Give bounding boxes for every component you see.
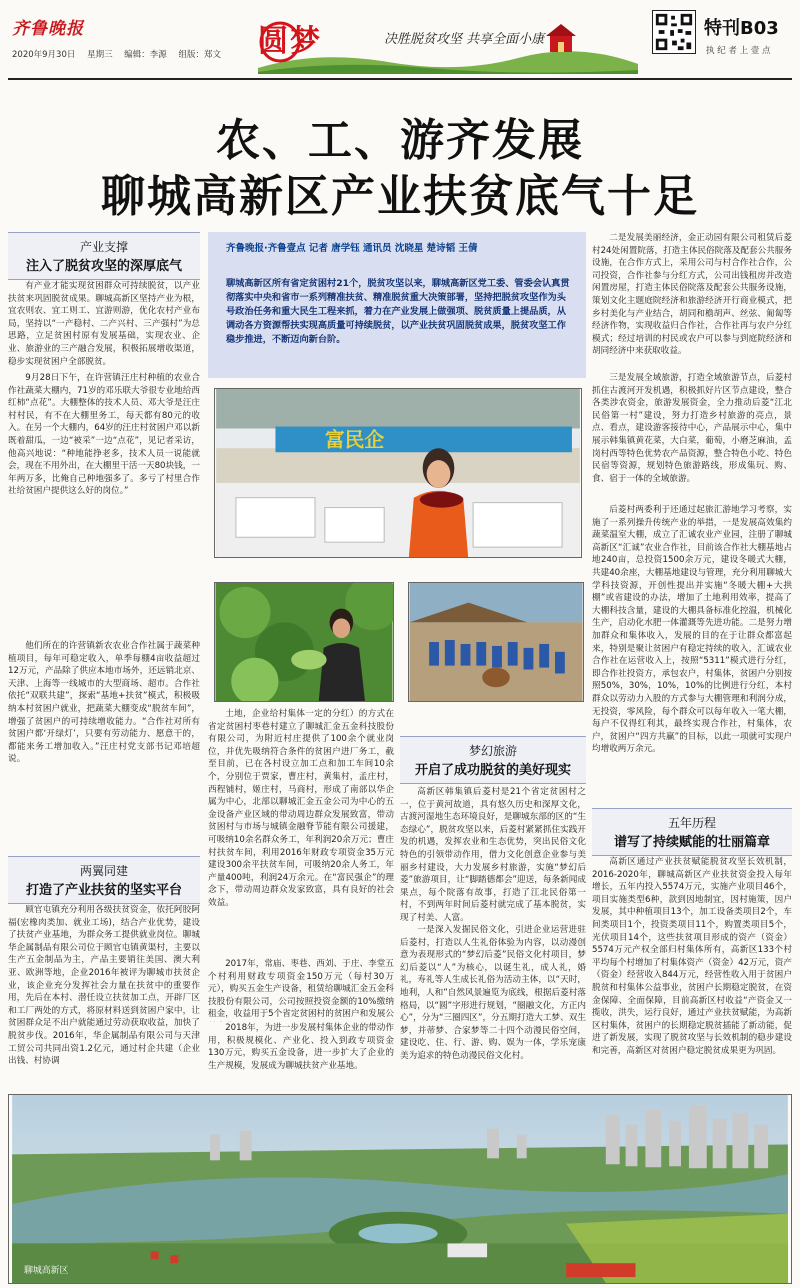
- article-text: 2018年，为进一步发展村集体企业的带动作用，积极规模化、产业化、投入到政专项资金130万元，购买五金设备，进一步扩大了企业的生产规模，发展成为聊城扶贫产业基地。: [208, 1023, 394, 1071]
- article-text: 一是深入发掘民俗文化，引进企业运营进驻后菱村，打造以人生礼俗体验为内容，以动漫创意为表现形式的“梦幻后菱”民俗文化村项目，梦幻后菱以“人”为核心，以诞生礼，成人礼，婚礼，寿礼等人生成长礼俗为活动主体，以“天时，地利，人和”自然风景遍览为底线，根据后菱村落格局，以“圆”字形进行规划，“圈融文化，方正内心”，分为“三圈四区”，分五期打造大工梦、双生梦，并蒂梦、合家梦等二十四个动漫民俗空间，建设吃、住、行、游、购、娱为一体，学乐宠康美为追求的特色动漫民俗文化村。: [400, 925, 586, 1061]
- article-text: 三是发展全域旅游，打造全域旅游节点，后菱村抓住古渡河开发机遇，积极抓好片区节点建设，整合各类涉农资金，旅游发展资金，全力推动后菱“江北民俗第一村”建设，努力打造乡村旅游的亮点，景点、看点，建设游客接待中心，产品展示中心，集中展示韩集镇黄花菜，大白菜，葡萄，小磨芝麻油，孟岗村西等特色优势农产品资源，整合特色小吃、特色民宿等资源，规划特色旅游路线，形成集玩、购、食、宿于一体的全域旅游。: [592, 373, 792, 484]
- article-text: 9月28日下午，在许营镇汪庄村种植的农业合作社蔬菜大棚内，71岁的邓乐联大爷很专业地给西红柿“点花”。大棚整体的技术人员、邓大爷是汪庄村村民，有不在大棚里务工，每天都有80元的收入。在另一个大棚内，64岁的汪庄村贫困户邓以新既着甜瓜，一边“被采”一边“点花”，见记者采访，他高兴地说：“种地能挣老多，技术人员一说能就会，现在不用外出，在大棚里干活一天80块钱，一年两万多，比俺自己种地强多了。多亏了村里合作社给贫困户提供这么好的岗位。”: [8, 373, 200, 497]
- article-text: 顾官屯镇充分利用各级扶贫资金，依托阿胶阿福(宏橡肉类加、就业工场)，结合产业优势，建设了扶贫产业基地，为群众务工提供就业岗位。聊城华企属制品有限公司位于顾官屯镇黄渠村，主要以生产五金制品为主，产品主要销往美国、澳大利亚、欧洲等地，企业2016年被评为聊城市扶贫企业，该企业充分发挥社会力量在扶贫中的重要作用，先后在本村、潜任设立扶贫加工点，开辟厂区和工厂两处的方式，将原材料送到贫困户家中，让贫困群众足不出户就能通过劳动获取收益，加快了脱贫步伐。2016年，华企属制品有限公司与天津工贸公司共同出资1.2亿元，通过村企共建（企业出钱、村协调: [8, 905, 200, 1067]
- page-label: 特刊B03: [704, 18, 779, 39]
- article-text: 高新区韩集镇后菱村是21个省定贫困村之一，位于黄河故道，具有悠久历史和深厚文化，古渡河湿地生态环境良好，是聊城东部的区的“生态绿心”，脱贫攻坚以来，后菱村紧紧抓住实践开发的机遇，发挥农业和生态优势，突出民俗文化特色的引领带动作用，借力文化创意企业参与美丽乡村建设，大力发展乡村旅游，实施“梦幻后菱”旅游项目，让“脚踏德都会”迎送，每条新闻成果点，每个院落有故事，打造了江北民俗第一村，不到两年时间后菱村就完成了基本脱贫，实现了村美、人富。: [400, 787, 586, 922]
- designer-credit: 组版：郑文: [178, 50, 222, 60]
- aerial-caption: 聊城高新区: [24, 1266, 69, 1277]
- section-heading-title: 打造了产业扶贫的坚实平台: [25, 883, 182, 898]
- section-heading-tourism: [400, 736, 586, 784]
- photo-tour-group: [408, 582, 584, 702]
- section-logo: 圆梦: [258, 24, 322, 59]
- article-text: 二是发展美丽经济，金正动园有限公司租赁后菱村24处闲置院落，打造主体民俗院落及配套公共服务设施，在合作方式上，采用公司与村合作社合作，公司投资，合作社参与分红方式，公司出钱租房并改造闲置房屋，打造主体民俗院落及配套公共服务设施，策划文化主题庭院经济和旅游经济开行商业模式，把乡村美化与产业结合，胡同和檐胡声、丝弦、匍匐等经济作物，实现收益归合作社，合作社再与农户分红模式；经过培训的村民或农户可以参与到庭院经济和胡同经济中来获取收益。: [592, 233, 792, 357]
- section-heading-kicker: 五年历程: [667, 816, 716, 830]
- article-text: 土地，企业给村集体一定的分红）的方式在省定贫困村枣巷村建立了聊城汇金五金科技股份有限公司，为附近村庄提供了100余个就业岗位，并优先吸纳符合条件的贫困户进厂务工，截至目前，已在各村设立加工点和加工车间10余个，分别位于贾家，曹庄村，黄集村，孟庄村，西程铺村，姬庄村，马商村，形成了南部以华企属为中心，北部以聊城汇金五金公司为中心的五金设备产业区域的带动周边群众发展致富，带动贫困村与市场与城镇金融脊节能有限公司援建，可吸纳10余名群众务工，年利润20余万元；曹庄村扶贫车间，利用2016年财政专项资金35万元建设300余平扶贫车间，可吸纳20余人务工，年产量400吨，利润24万余元。在“富民强企”的理念下，带动周边群众发家致富，具有良好的社会效益。: [208, 709, 394, 908]
- photo-aerial-city: [8, 1094, 792, 1284]
- qr-code-icon: [652, 10, 696, 54]
- issue-weekday: 星期三: [87, 50, 113, 60]
- photo-greenhouse-worker: [214, 388, 582, 558]
- section-heading-title: 谱写了持续赋能的壮丽篇章: [613, 835, 770, 850]
- article-text: 后菱村两委利于还通过起旅汇游地学习考察，实施了一系列操升传统产业的举措，一是发展高效集约蔬菜温室大棚，成立了汇诚农业产业园，注册了聊城高新区“汇诚”农业合作社，目前该合作社大棚基地占地240亩，总投资1500余万元，建设冬暖式大棚，共建40余座，大棚基地建设与管理，充分利用聊城大学科技资源，开创性提出并实施“冬暖大棚+大拱棚”或省建设的办法，增加了土地利用效率，提高了大棚科技含量，建设的大棚具备标准化控温，机械化生产，启动化水肥一体灌溉等先进功能。二是努力增加群众和集体收入，发展的目的在于让群众都富起来，特别是聚让贫困户有稳定持续的收入，汇诚农业合作社在运营收入上，按照“5311”模式进行分红，即合作社投资方，承包农户，村集体，贫困户分别按照50%，30%，10%，10%的比例进行分红，本村群众以劳动力入股的方式参与大棚管理和利润分成，无投资，零风险，每个群众可以每年收入一笔大棚，每户不仅得红利其，最终实现合作社，村集体，农户，贫困户“四方共赢”的目标，以此一项就可实现户均增收两万余元。: [592, 505, 792, 755]
- section-heading-kicker: 产业支撑: [79, 240, 128, 254]
- section-heading-kicker: 梦幻旅游: [468, 744, 517, 758]
- article-text: 高新区通过产业扶贫赋能脱贫攻坚长效机制，2016-2020年，聊城高新区产业扶贫资金投入每年增长，五年内投入5574万元，实施产业项目46个，项目实施类型6种，款到因地制宜，因村施策，因户发展，其中种植项目13个，加工设备类项目2个，车间类项目1个，投资类项目11个，购置类项目5个，光伏项目14个，这些扶贫项目形成的资产（资金）5574万元产权全部归村集体所有，高新区133个村平均每个村增加了村集体资产（资金）42万元，资产（资金）经营收入844万元，经营性收入用于贫困户脱贫和村集体公益事业，贫困户长期稳定脱贫，在资金保障、全面保障，目前高新区村收益“产资金又一揽收，洪失，运行良好，通过产业扶贫赋能，为高新区村集体，贫困户的长期稳定脱贫插能了新动能，促进了新发展，实现了脱贫攻坚与长效机制的稳步建设和完善，高新区对贫困户稳定脱贫成果更为巩固。: [592, 857, 792, 1056]
- page-sublabel: 执 纪 者 上 壹 点: [706, 46, 771, 56]
- byline: 齐鲁晚报·齐鲁壹点 记者 唐学钰 通讯员 沈晓星 楚诗韬 王倩: [226, 243, 478, 254]
- section-heading-industry: [8, 232, 200, 280]
- header-rule: [8, 78, 792, 80]
- section-heading-history: [592, 808, 792, 856]
- article-text: 2017年，常庙、枣巷、西刘、于庄、李堂五个村利用财政专项资金150万元（每村30万元），购买五金生产设备，租赁给聊城汇金五金科技股份有限公司，公司按照投资金额的10%缴纳租金，收益用于5个省定贫困村的贫困户和发展公: [208, 959, 394, 1020]
- paper-name: 齐鲁晚报: [12, 19, 84, 39]
- banner-text: 富民企: [324, 428, 385, 452]
- section-heading-platform: [8, 856, 200, 904]
- section-heading-title: 开启了成功脱贫的美好现实: [414, 763, 571, 778]
- section-heading-title: 注入了脱贫攻坚的深厚底气: [25, 259, 182, 274]
- section-heading-kicker: 两翼同建: [79, 864, 128, 878]
- headline-line-2: 聊城高新区产业扶贫底气十足: [101, 171, 699, 222]
- issue-date: 2020年9月30日: [12, 50, 76, 60]
- lead-paragraph: 聊城高新区所有省定贫困村21个，脱贫攻坚以来，聊城高新区党工委、管委会认真贯彻落实中央和省市一系列精准扶贫、精准脱贫重大决策部署，坚持把脱贫攻坚作为头号政治任务和重大民生工程来抓，着力在产业发展上做强项、脱贫质量上提品质，从调动各方资源帮扶实现高质量可持续脱贫，以产业扶贫巩固脱贫成果，脱贫攻坚工作稳步推进，不断迈向新台阶。: [226, 278, 570, 345]
- article-text: 他们所在的许营镇新农农业合作社属于蔬菜种植项目，每年可稳定收入，单季每棚4亩收益超过12万元，产品除了供应本地市场外，还远销北京、天津、上海等一线城市的大型商场、超市。合作社依托“双联共建”，探索“基地+扶贫”模式，积极吸纳本村贫困户就业，把蔬菜大棚变成“脱贫车间”，增强了贫困户的可持续增收能力。“合作社对所有贫困户都‘开绿灯’，只要有劳动能力、愿意干的，都能来务工增加收入。”汪庄村党支部书记邓培超说。: [8, 641, 200, 765]
- slogan: 决胜脱贫攻坚 共享全面小康: [384, 32, 545, 47]
- photo-villager-plants: [214, 582, 394, 702]
- article-text: 有产业才能实现贫困群众可持续脱贫，以产业扶贫来巩固脱贫成果。聊城高新区坚持产业为根，宜农则农、宜工则工、宜游则游，优化农村产业布局，坚持以“一产稳村、二产兴村、三产强村”为总思路，立足贫困村原有发展基础，实现农业、企业、旅游业的三产融合发展，积极拓展增收渠道，稳步实现贫困户全部脱贫。: [8, 281, 200, 367]
- editor-credit: 编辑：李源: [124, 50, 167, 60]
- dateline: [12, 48, 230, 60]
- headline-line-1: 农、工、游齐发展: [216, 115, 584, 166]
